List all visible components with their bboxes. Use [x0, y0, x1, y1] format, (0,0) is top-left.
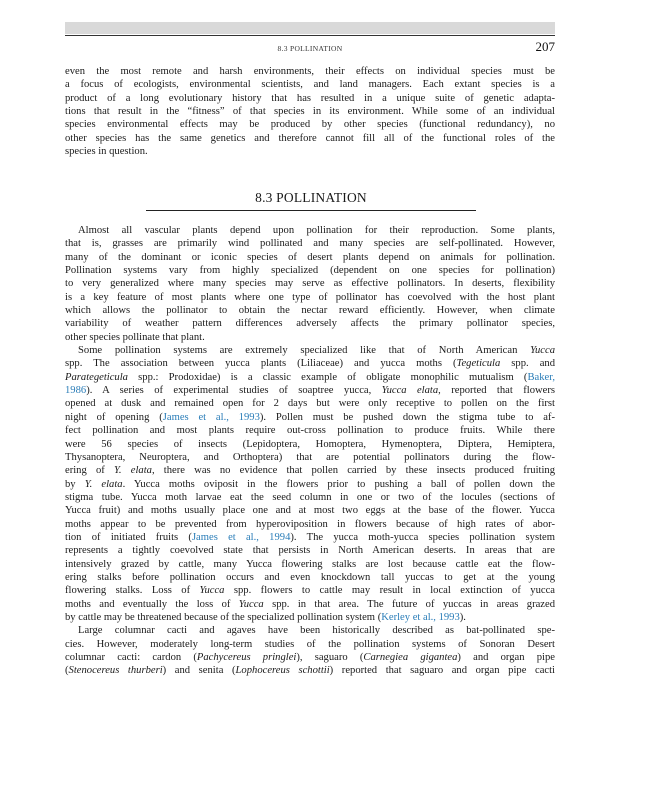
section-heading-rule: [146, 210, 476, 211]
paragraph-1: [65, 224, 555, 344]
header-rule: [65, 35, 555, 36]
text-line: [65, 384, 555, 397]
species-name: Stenocereus thurberi: [68, 665, 163, 677]
text-run: ) reported that saguaro and organ pipe cacti: [329, 665, 555, 677]
text-line: moths appear to be prevented from hyperoviposition in flowers because of high rates of abor-: [65, 518, 555, 530]
text-line: other species pollinate that plant.: [65, 331, 205, 343]
text-line: [65, 584, 555, 597]
text-line: species environmental effects may be produced by other species (functional redundancy), no: [65, 119, 555, 131]
paragraph-3: [65, 624, 555, 677]
text-run: spp.: Prodoxidae) is a classic example of obligate monophilic mutualism (: [127, 371, 528, 383]
citation-link[interactable]: James et al., 1993: [162, 411, 260, 423]
text-run: ). The yucca moth-yucca species pollination system: [290, 531, 555, 543]
text-run: tion of initiated fruits (: [65, 531, 192, 543]
species-name: Parategeticula: [65, 371, 128, 383]
text-line: [65, 371, 555, 384]
citation-link[interactable]: 1986: [65, 385, 87, 397]
text-line: species in question.: [65, 146, 148, 158]
body-text: [65, 224, 555, 678]
text-run: . Yucca moths oviposit in the flowers prior to pushing a ball of pollen down the: [122, 478, 555, 490]
text-run: ).: [459, 611, 466, 623]
text-line: Large columnar cacti and agaves have been historically described as bat-pollinated spe-: [78, 625, 555, 637]
text-line: opened at dusk and remained open for 2 days but were only receptive to pollen on the first: [65, 398, 555, 410]
text-line: [65, 411, 555, 424]
text-line: [65, 664, 555, 677]
citation-link[interactable]: James et al., 1994: [191, 531, 291, 543]
section-heading: 8.3 POLLINATION: [255, 190, 367, 205]
text-run: ) and organ pipe: [457, 652, 555, 663]
text-line: [65, 651, 555, 664]
text-line: Yucca fruit) and moths usually place one and at most two eggs at the base of the flower. Yucca: [65, 505, 555, 517]
running-head-section: 8.3 POLLINATION: [277, 44, 343, 53]
text-line: ering stalks before pollination occurs and even knockdown tall yuccas to get at the young: [65, 571, 555, 583]
text-line: were 56 species of insects (Lepidoptera, Homoptera, Hymenoptera, Diptera, Hemiptera,: [65, 438, 555, 450]
species-name: Pachycereus pringlei: [196, 652, 297, 663]
text-line: fect pollination and most plants require out-cross pollination to produce fruits. While there: [65, 425, 555, 437]
text-line: [65, 357, 555, 370]
species-name: Yucca: [199, 585, 225, 597]
text-run: by: [65, 478, 85, 490]
text-run: spp. in that area. The future of yuccas in areas grazed: [263, 598, 555, 610]
running-head: [65, 39, 555, 56]
text-line: [65, 344, 555, 357]
text-run: spp. flowers to cattle may result in local extinction of yucca: [224, 585, 555, 597]
species-name: Yucca: [530, 345, 555, 357]
text-line: a focus of ecologists, environmental scientists, and land managers. Each extant species is a: [65, 79, 555, 91]
text-line: cies. However, moderately long-term studies of the pollination systems of Sonoran Desert: [65, 638, 555, 650]
text-line: tions that result in the “fitness” of that species in its environment. While some of an individual: [65, 106, 555, 118]
text-run: ), saguaro (: [296, 652, 364, 663]
text-line: even the most remote and harsh environments, their effects on individual species must be: [65, 66, 555, 77]
text-line: stigma tube. Yucca moth larvae eat the seed column in one or two of the locules (sections of: [65, 491, 555, 503]
text-run: spp. and: [500, 358, 555, 370]
text-line: represents a tightly coevolved state that persists in North American deserts. In areas that are: [65, 545, 555, 557]
text-line: [65, 478, 555, 491]
text-line: [65, 464, 555, 477]
text-line: Almost all vascular plants depend upon pollination for their reproduction. Some plants,: [78, 225, 555, 236]
text-line: is a key feature of most plants where one type of pollinator has coevolved with the host plant: [65, 291, 555, 303]
text-run: Some pollination systems are extremely specialized like that of North American: [78, 345, 531, 357]
text-line: other species has the same genetics and therefore cannot fill all of the functional roles of the: [65, 132, 555, 144]
text-run: (: [65, 665, 69, 677]
text-line: Thysanoptera, Neuroptera, and Orthoptera) that are potential pollinators during the flow-: [65, 451, 555, 463]
intro-paragraph: [65, 65, 555, 158]
text-line: intensively grazed by cattle, many Yucca flowering stalks are lost because cattle eat the flow-: [65, 558, 555, 570]
paragraph-2: [65, 344, 555, 624]
text-run: moths and eventually the loss of: [65, 598, 239, 610]
text-line: many of the dominant or iconic species of desert plants depend on animals for pollination.: [65, 251, 555, 263]
text-line: [65, 611, 555, 624]
text-run: ering of: [65, 465, 114, 477]
species-name: Y. elata: [84, 478, 123, 490]
text-run: ) and senita (: [162, 665, 236, 677]
text-line: that is, grasses are primarily wind pollinated and many species are self-pollinated. However,: [65, 238, 555, 250]
text-run: spp. The association between yucca plants (Liliaceae) and yucca moths (: [65, 358, 457, 370]
text-line: variability of weather pattern differences adversely affects the primary pollinator species,: [65, 318, 555, 330]
text-line: [65, 531, 555, 544]
text-run: , reported that flowers: [438, 385, 555, 397]
text-run: night of opening (: [65, 411, 163, 423]
header-bar: [65, 22, 555, 34]
text-line: [65, 598, 555, 611]
page-number: 207: [535, 39, 555, 54]
citation-link[interactable]: Baker,: [527, 371, 555, 383]
species-name: Yucca elata: [381, 385, 439, 397]
text-line: which allows the pollinator to obtain the nectar reward efficiently. However, when climate: [65, 305, 555, 317]
text-run: ). Pollen must be pushed down the stigma tube to af-: [259, 411, 555, 423]
citation-link[interactable]: Kerley et al., 1993: [381, 611, 460, 623]
species-name: Yucca: [238, 598, 264, 610]
species-name: Lophocereus schottii: [235, 665, 330, 677]
species-name: Tegeticula: [456, 358, 501, 370]
species-name: Carnegiea gigantea: [363, 652, 458, 663]
text-run: flowering stalks. Loss of: [65, 585, 200, 597]
text-run: ). A series of experimental studies of soaptree yucca,: [86, 385, 382, 397]
text-run: , there was no evidence that pollen carried by these insects produced fruiting: [151, 465, 556, 477]
text-run: columnar cacti: cardon (: [65, 652, 197, 663]
text-line: to very generalized where many species may serve as effective pollinators. In deserts, flexibility: [65, 278, 555, 290]
species-name: Y. elata: [114, 465, 152, 477]
text-run: by cattle may be threatened because of the specialized pollination system (: [65, 611, 382, 623]
text-line: Pollination systems vary from highly specialized (dependent on one species for pollination): [65, 265, 555, 277]
text-line: product of a long evolutionary history that has resulted in a unique suite of genetic adapta-: [65, 92, 555, 104]
